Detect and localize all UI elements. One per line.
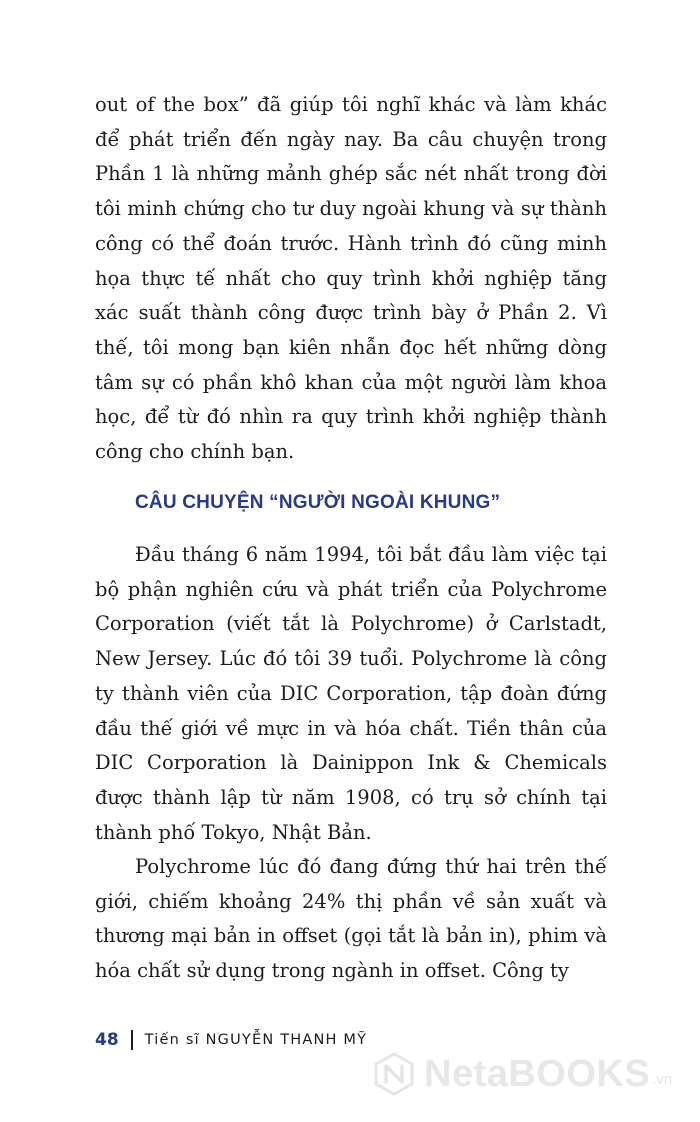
footer-divider (131, 1030, 133, 1050)
netabooks-logo-icon (372, 1052, 416, 1096)
watermark-text: NetaBOOKS (424, 1052, 651, 1095)
paragraph: Polychrome lúc đó đang đứng thứ hai trên thế giới, chiếm khoảng 24% thị phần về sản xuất và thương mại bản in offset (gọi tắt là bản in), phim và hóa chất sử dụng trong ngành in offset. Công ty (95, 855, 607, 983)
body-text-top (95, 88, 607, 470)
watermark-suffix: .vn (652, 1071, 673, 1088)
page-number: 48 (95, 1030, 119, 1050)
watermark (372, 1052, 672, 1096)
paragraph: Đầu tháng 6 năm 1994, tôi bắt đầu làm việc tại bộ phận nghiên cứu và phát triển của Polychrome Corporation (viết tắt là Polychrome) ở Carlstadt, New Jersey. Lúc đó tôi 39 tuổi. Polychrome là công ty thành viên của DIC Corporation, tập đoàn đứng đầu thế giới về mực in và hóa chất. Tiền thân của DIC Corporation là Dainippon Ink & Chemicals được thành lập từ năm 1908, có trụ sở chính tại thành phố Tokyo, Nhật Bản. (95, 543, 607, 844)
section-body (95, 538, 607, 850)
page-footer (95, 1030, 367, 1050)
section-body-continued (95, 850, 607, 989)
running-author: Tiến sĩ NGUYỄN THANH MỸ (144, 1032, 368, 1048)
paragraph: out of the box” đã giúp tôi nghĩ khác và làm khác để phát triển đến ngày nay. Ba câu chuyện trong Phần 1 là những mảnh ghép sắc nét nhất trong đời tôi minh chứng cho tư duy ngoài khung và sự thành công có thể đoán trước. Hành trình đó cũng minh họa thực tế nhất cho quy trình khởi nghiệp tăng xác suất thành công được trình bày ở Phần 2. Vì thế, tôi mong bạn kiên nhẫn đọc hết những dòng tâm sự có phần khô khan của một người làm khoa học, để từ đó nhìn ra quy trình khởi nghiệp thành công cho chính bạn. (95, 93, 607, 464)
section-heading: CÂU CHUYỆN “NGƯỜI NGOÀI KHUNG” (135, 492, 501, 513)
